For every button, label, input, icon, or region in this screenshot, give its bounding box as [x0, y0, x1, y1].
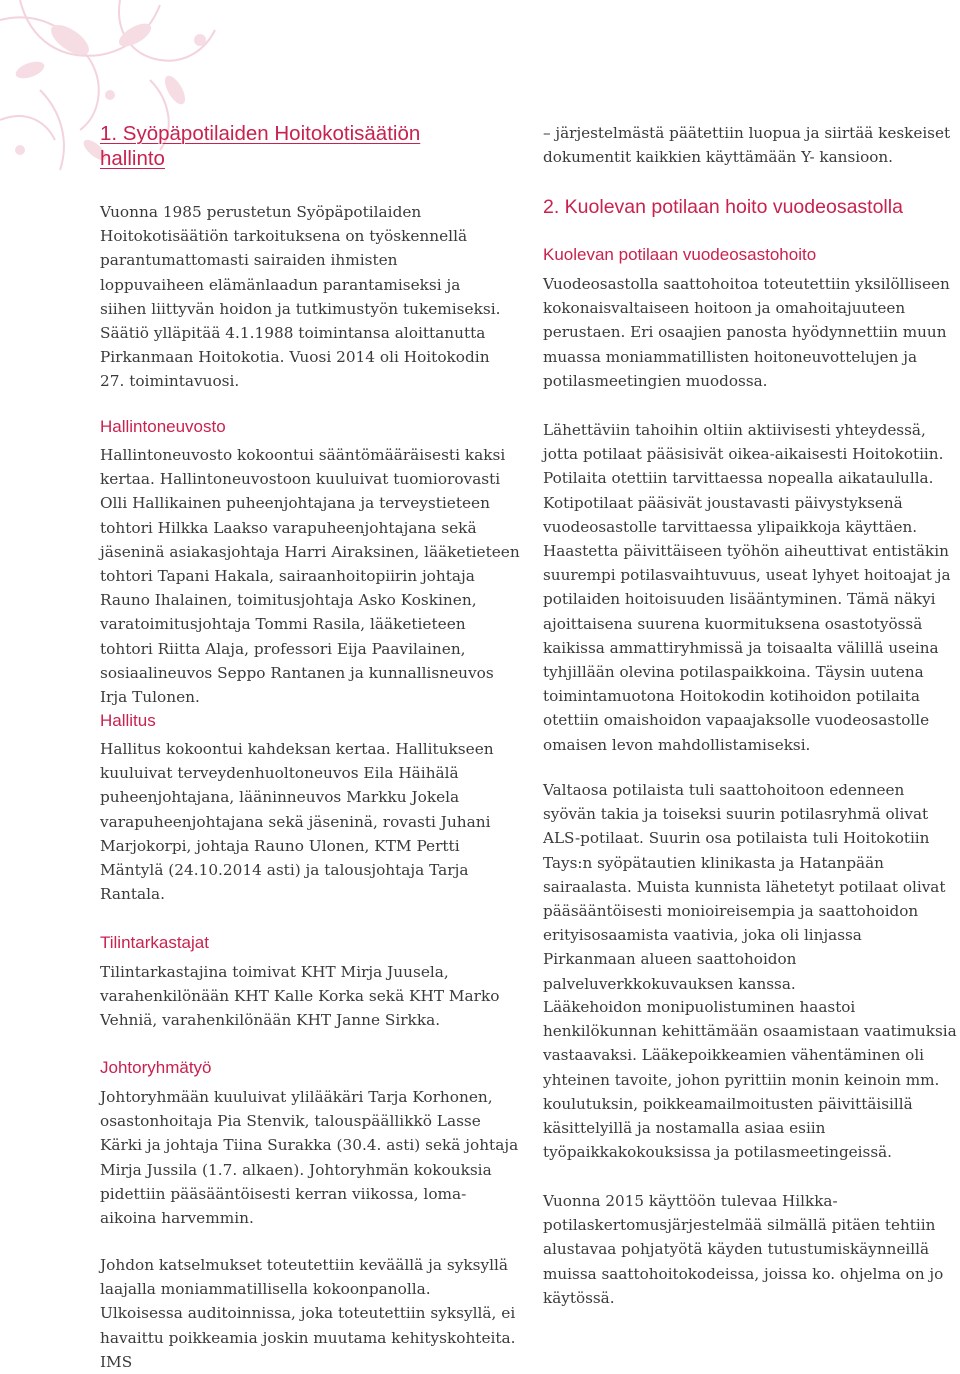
hallitus-heading: Hallitus: [100, 711, 156, 730]
paragraph-2: Lähettäviin tahoihin oltiin aktiivisesti yhteydessä, jotta potilaat pääsisivät oikea-aikaisesti Hoitokotiin. Potilaita otettiin tarvittaessa nopealla aikataululla. Kotipotilaat pääsivät joustavasti päivystyksenä vuodeosastolle tarvittaessa ylipaikkoja käyttäen. Haastetta päivittäiseen työhön aiheuttivat entistäkin suurempi potilasvaihtuvuus, useat lyhyet hoitoajat ja potilaiden hoitoisuuden lisääntyminen. Tämä näkyi ajoittaisena suurena kuormituksena osastotyössä kaikissa ammattiryhmissä ja toisaalta välillä useina tyhjillään olevina potilaspaikkoina. Täysin uutena toimintamuotona Hoitokodin kotihoidon potilaita otettiin omaishoidon vapaajaksolle vuodeosastolle omaisen levon mahdollistamiseksi.: [543, 421, 951, 754]
section-title: 1. Syöpäpotilaiden Hoitokotisäätiön hallinto: [100, 122, 421, 170]
johtoryhma-text: Johtoryhmään kuuluivat ylilääkäri Tarja Korhonen, osastonhoitaja Pia Stenvik, talouspäällikkö Lasse Kärki ja johtaja Tiina Surakka (30.4. asti) sekä johtaja Mirja Jussila (1.7. alkaen). Johtoryhmän kokouksia pidettiin pääsääntöisesti kerran viikossa, loma-aikoina harvemmin.: [100, 1088, 519, 1228]
hallintoneuvosto-text: Hallintoneuvosto kokoontui sääntömääräisesti kaksi kertaa. Hallintoneuvostoon kuuluivat tuomiorovasti Olli Hallikainen puheenjohtajana ja terveystieteen tohtori Hilkka Laakso varapuheenjohtajana sekä jäseninä asiakasjohtaja Harri Airaksinen, lääketieteen tohtori Tapani Hakala, sairaanhoitopiirin johtaja Rauno Ihalainen, toimitusjohtaja Asko Koskinen, varatoimitusjohtaja Tommi Rasila, lääketieteen tohtori Riitta Alaja, professori Eija Paavilainen, sosiaalineuvos Seppo Rantanen ja kunnallisneuvos Irja Tulonen.: [100, 446, 520, 707]
paragraph-4: Lääkehoidon monipuolistuminen haastoi henkilökunnan kehittämään osaamistaan vaatimuksia vastaavaksi. Lääkepoikkeamien vähentäminen oli yhteinen tavoite, johon pyrittiin monin keinoin mm. koulutuksin, poikkeamailmoitusten päivittäisillä käsittelyillä ja nostamalla asiaa esiin työpaikkakokouksissa ja potilasmeetingeissä.: [543, 998, 957, 1162]
paragraph-3: Valtaosa potilaista tuli saattohoitoon edenneen syövän takia ja toiseksi suurin potilasryhmä olivat ALS-potilaat. Suurin osa potilaista tuli Hoitokotiin Tays:n syöpätautien klinikasta ja Hatanpään sairaalasta. Muista kunnista lähetetyt potilaat olivat pääsääntöisesti monioireisempia ja saattohoidon erityisosaamista vaativia, joka oli linjassa Pirkanmaan alueen saattohoidon palveluverkkokuvauksen kanssa.: [543, 781, 946, 993]
vuodeosastohoito-heading: Kuolevan potilaan vuodeosastohoito: [543, 245, 817, 264]
tilintarkastajat-heading: Tilintarkastajat: [100, 933, 209, 952]
johtoryhma-text-2: Johdon katselmukset toteutettiin keväällä ja syksyllä laajalla moniammatillisella kokoonpanolla. Ulkoisessa auditoinnissa, joka toteutettiin syksyllä, ei havaittu poikkeamia joskin muutama kehityskohteita. IMS: [100, 1256, 516, 1371]
paragraph-5: Vuonna 2015 käyttöön tulevaa Hilkka-potilaskertomusjärjestelmää silmällä pitäen tehtiin alustavaa pohjatyötä käyden tutustumiskäynneillä muissa saattohoitokodeissa, joissa ko. ohjelma on jo käytössä.: [543, 1192, 944, 1307]
continuation-paragraph: – järjestelmästä päätettiin luopua ja siirtää keskeiset dokumentit kaikkien käyttämään Y- kansioon.: [543, 124, 951, 167]
section-2-title: 2. Kuolevan potilaan hoito vuodeosastolla: [543, 196, 903, 218]
intro-paragraph: Vuonna 1985 perustetun Syöpäpotilaiden Hoitokotisäätiön tarkoituksena on työskennellä parantumattomasti sairaiden ihmisten loppuvaiheen elämänlaadun parantamiseksi ja siihen liittyvän hoidon ja tutkimustyön tukemiseksi. Säätiö ylläpitää 4.1.1988 toimintansa aloittanutta Pirkanmaan Hoitokotia. Vuosi 2014 oli Hoitokodin 27. toimintavuosi.: [100, 203, 501, 391]
hallitus-text: Hallitus kokoontui kahdeksan kertaa. Hallitukseen kuuluivat terveydenhuoltoneuvos Eila Häihälä puheenjohtajana, lääninneuvos Markku Jokela varapuheenjohtajana sekä jäseninä, rovasti Juhani Marjokorpi, johtaja Rauno Ulonen, KTM Pertti Mäntylä (24.10.2014 asti) ja talousjohtaja Tarja Rantala.: [100, 740, 494, 904]
paragraph-1: Vuodeosastolla saattohoitoa toteutettiin yksilölliseen kokonaisvaltaiseen hoitoon ja omahoitajuuteen perustaen. Eri osaajien panosta hyödynnettiin muun muassa moniammatillisten hoitoneuvottelujen ja potilasmeetingien muodossa.: [543, 275, 950, 390]
tilintarkastajat-text: Tilintarkastajina toimivat KHT Mirja Juusela, varahenkilönään KHT Kalle Korka sekä KHT Marko Vehniä, varahenkilönään KHT Janne Sirkka.: [100, 963, 500, 1030]
johtoryhma-heading: Johtoryhmätyö: [100, 1058, 212, 1077]
hallintoneuvosto-heading: Hallintoneuvosto: [100, 417, 226, 436]
